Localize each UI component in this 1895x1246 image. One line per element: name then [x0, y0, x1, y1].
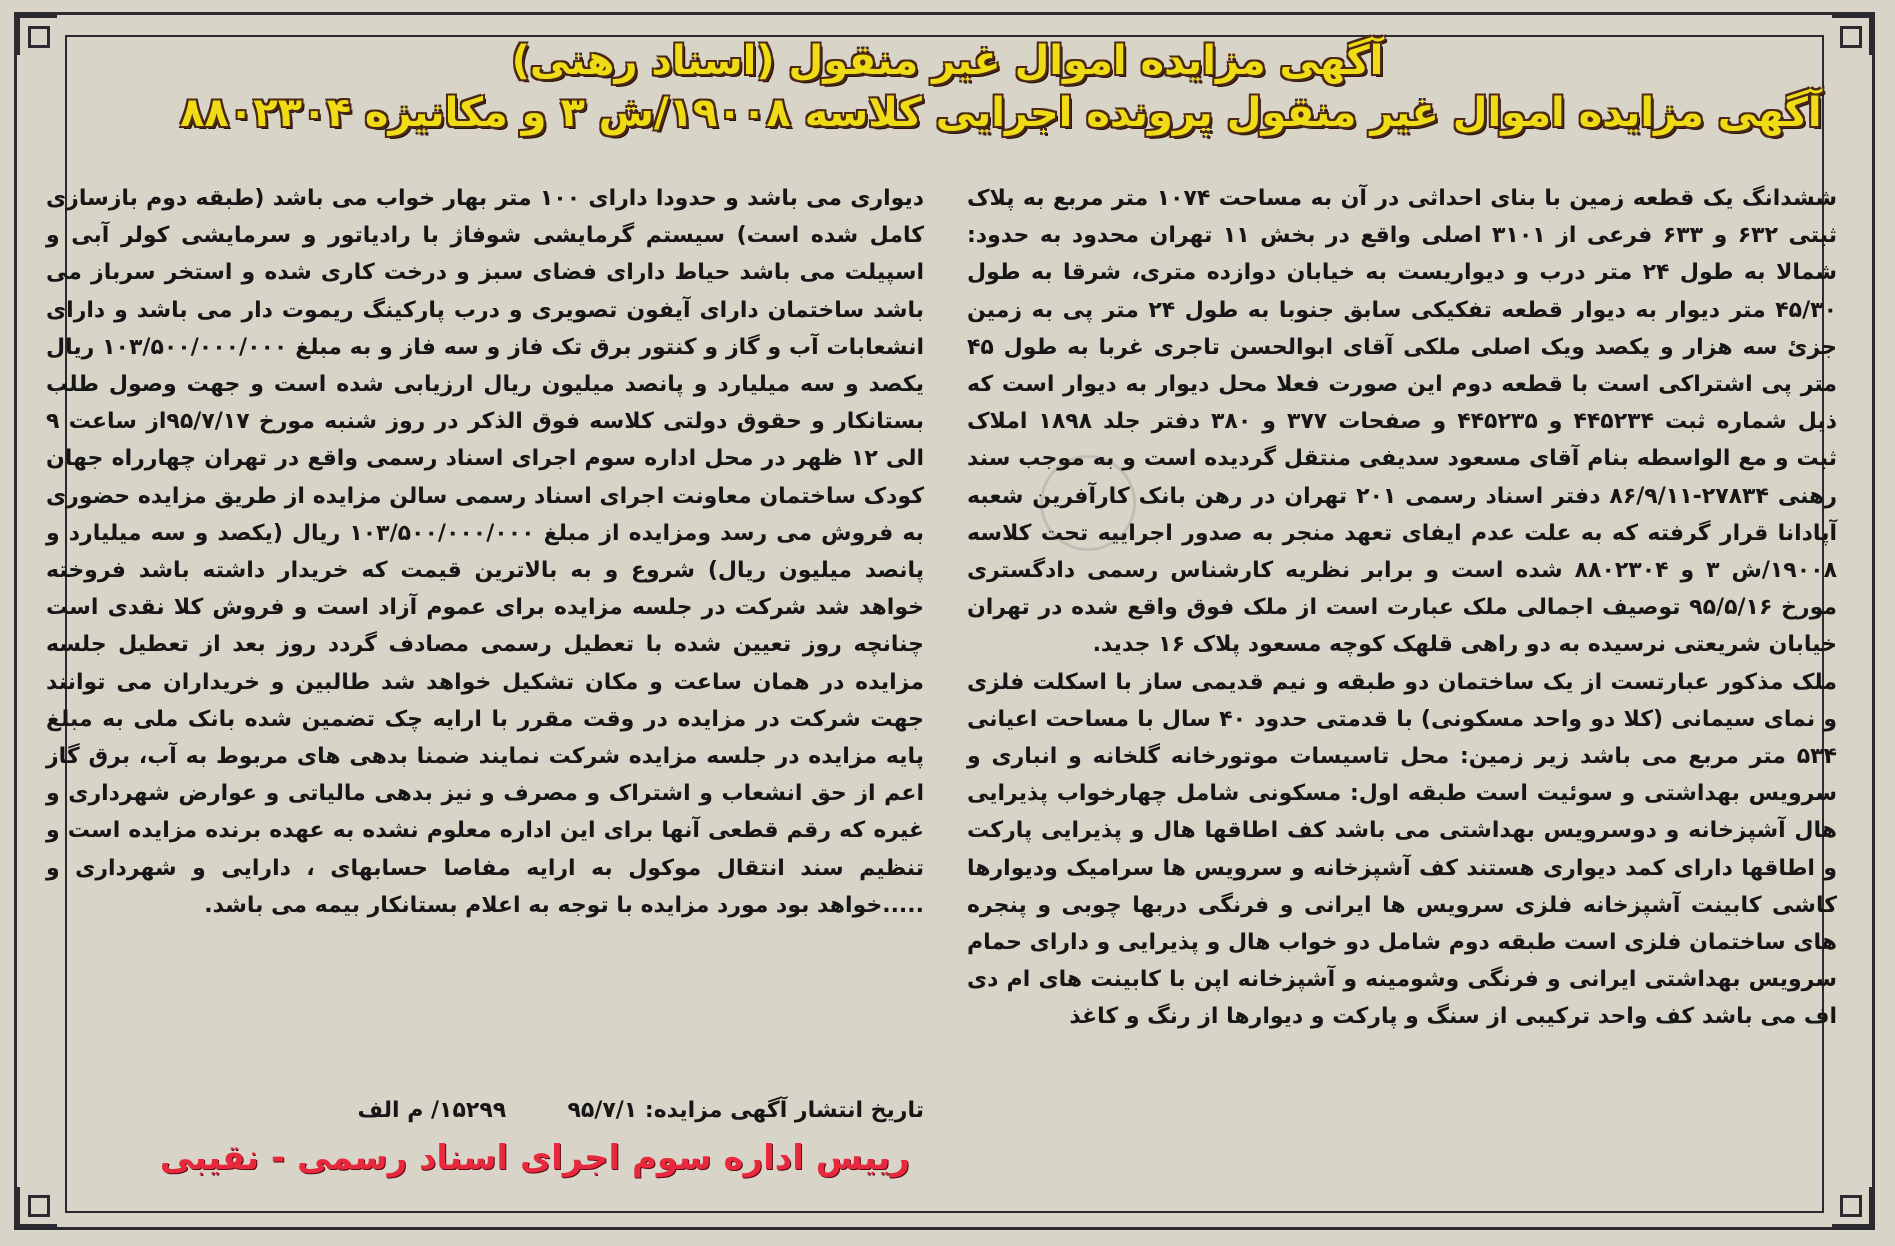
frame-corner-ornament: [17, 1187, 57, 1227]
frame-corner-ornament: [17, 15, 57, 55]
notice-title: آگهی مزایده اموال غیر منقول (اسناد رهنی): [511, 38, 1384, 84]
building-details-paragraph: ملک مذکور عبارتست از یک ساختمان دو طبقه و نیم قدیمی ساز با اسکلت فلزی و نمای سیمانی (کلا دو واحد مسکونی) با قدمتی حدود ۴۰ سال با مساحت اعیانی ۵۳۴ متر مربع می باشد زیر زمین: محل تاسیسات موتورخانه گلخانه و انباری و سرویس بهداشتی و سوئیت است طبقه اول: مسکونی شامل چهارخواب پذیرایی هال آشپزخانه و دوسرویس بهداشتی می باشد کف اطاقها هال و پذیرایی پارکت و اطاقها دارای کمد دیواری هستند کف آشپزخانه و سرویس ها سرامیک ودیوارها کاشی کابینت آشپزخانه فلزی سرویس ها ایرانی و فرنگی دربها چوبی و پنجره های ساختمان فلزی است طبقه دوم شامل دو خواب هال و پذیرایی و دارای حمام سرویس بهداشتی ایرانی و فرنگی وشومینه و آشپزخانه اپن با کابینت های ام دی اف می باشد کف واحد ترکیبی از سنگ و پارکت و دیوارها از رنگ و کاغذ: [967, 669, 1837, 1030]
property-description-paragraph: ششدانگ یک قطعه زمین با بنای احداثی در آن به مساحت ۱۰۷۴ متر مربع به پلاک ثبتی ۶۳۲ و ۶۳۳ فرعی از ۳۱۰۱ اصلی واقع در بخش ۱۱ تهران محدود به حدود: شمالا به طول ۲۴ متر درب و دیواریست به خیابان دوازده متری، شرقا به طول ۴۵/۳۰ متر دیوار به دیوار قطعه تفکیکی سابق جنوبا به طول ۲۴ متر پی به زمین جزئ سه هزار و یکصد ویک اصلی ملکی آقای ابوالحسن تاجری غربا به طول ۴۵ متر پی اشتراکی است با قطعه دوم این صورت فعلا محل دیوار به دیوار است که ذیل شماره ثبت ۴۴۵۲۳۴ و ۴۴۵۲۳۵ و صفحات ۳۷۷ و ۳۸۰ دفتر جلد ۱۸۹۸ املاک ثبت و مع الواسطه بنام آقای مسعود سدیفی منتقل گردیده است و به موجب سند رهنی ۲۷۸۳۴-۸۶/۹/۱۱ دفتر اسناد رسمی ۲۰۱ تهران در رهن بانک کارآفرین شعبه آپادانا قرار گرفته که به علت عدم ایفای تعهد منجر به صدور اجراییه تحت کلاسه ۱۹۰۰۸/ش ۳ و ۸۸۰۲۳۰۴ شده است و برابر نظریه کارشناس رسمی دادگستری مورخ ۹۵/۵/۱۶ توصیف اجمالی ملک عبارت است از ملک فوق واقع شده در تهران خیابان شریعتی نرسیده به دو راهی قلهک کوچه مسعود پلاک ۱۶ جدید.: [967, 186, 1838, 658]
frame-corner-ornament: [1832, 15, 1872, 55]
right-text-column: [967, 180, 1837, 1036]
left-text-column: [46, 180, 924, 924]
publication-date: تاریخ انتشار آگهی مزایده: ۹۵/۷/۱ ۱۵۲۹۹/ م الف: [357, 1098, 924, 1123]
notice-subtitle: آگهی مزایده اموال غیر منقول پرونده اجرایی کلاسه ۱۹۰۰۸/ش ۳ و مکانیزه ۸۸۰۲۳۰۴: [180, 90, 1822, 136]
frame-corner-ornament: [1832, 1187, 1872, 1227]
signature-line: رییس اداره سوم اجرای اسناد رسمی - نقیبی: [159, 1138, 910, 1178]
auction-terms-paragraph: دیواری می باشد و حدودا دارای ۱۰۰ متر بهار خواب می باشد (طبقه دوم بازسازی کامل شده است) سیستم گرمایشی شوفاژ با رادیاتور و سرمایشی کولر آبی و اسپیلت می باشد حیاط دارای فضای سبز و درخت کاری شده و استخر سرباز می باشد ساختمان دارای آیفون تصویری و درب پارکینگ ریموت دار می باشد و دارای انشعابات آب و گاز و کنتور برق تک فاز و سه فاز و به مبلغ ۱۰۳/۵۰۰/۰۰۰/۰۰۰ ریال یکصد و سه میلیارد و پانصد میلیون ریال ارزیابی شده است و جهت وصول طلب بستانکار و حقوق دولتی کلاسه فوق الذکر در روز شنبه مورخ ۹۵/۷/۱۷از ساعت ۹ الی ۱۲ ظهر در محل اداره سوم اجرای اسناد رسمی واقع در تهران چهارراه جهان کودک ساختمان معاونت اجرای اسناد رسمی سالن مزایده از طریق مزایده حضوری به فروش می رسد ومزایده از مبلغ ۱۰۳/۵۰۰/۰۰۰/۰۰۰ ریال (یکصد و سه میلیارد و پانصد میلیون ریال) شروع و به بالاترین قیمت که خریدار داشته باشد فروخته خواهد شد شرکت در جلسه مزایده برای عموم آزاد است و فروش کلا نقدی است چنانچه روز تعیین شده با تعطیل رسمی مصادف گردد روز بعد از تعطیل جلسه مزایده در همان ساعت و مکان تشکیل خواهد شد طالبین و خریداران می توانند جهت شرکت در مزایده در وقت مقرر با ارایه چک تضمین شده بانک ملی به مبلغ پایه مزایده در جلسه مزایده شرکت نمایند ضمنا بدهی های مربوط به آب، برق گاز اعم از حق انشعاب و اشتراک و مصرف و نیز بدهی مالیاتی و عوارض شهرداری و غیره که رقم قطعی آنها برای این اداره معلوم نشده به عهده برنده مزایده است و تنظیم سند انتقال موکول به ارایه مفاصا حسابهای ، دارایی و شهرداری و .....خواهد بود مورد مزایده با توجه به اعلام بستانکار بیمه می باشد.: [46, 186, 925, 918]
